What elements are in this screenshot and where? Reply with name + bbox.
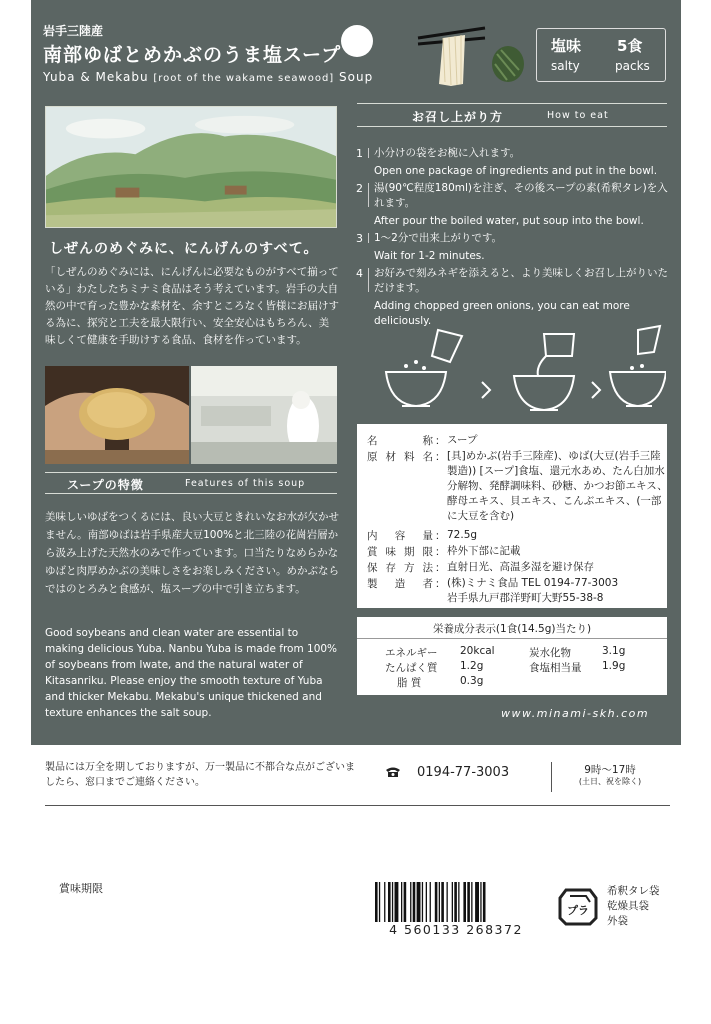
info-value: スープ — [447, 434, 478, 446]
info-value: (株)ミナミ食品 TEL 0194-77-3003 — [447, 577, 619, 589]
protein-label: たんぱく質 — [385, 662, 438, 674]
flavor-badge — [536, 28, 666, 82]
origin-label: 岩手三陸産 — [43, 24, 104, 38]
recycle-item: 外袋 — [607, 915, 628, 927]
landscape-illustration — [45, 106, 337, 228]
fat-value: 0.3g — [460, 675, 484, 687]
recycle-items — [607, 884, 660, 929]
info-colon: ： — [435, 562, 446, 574]
recycle-item: 乾燥具袋 — [607, 900, 649, 912]
phone-number[interactable]: 0194-77-3003 — [417, 765, 510, 780]
info-label: 賞味期限 — [367, 546, 433, 558]
info-value: 直射日光、高温多湿を避け保存 — [447, 561, 594, 573]
product-info-table — [357, 424, 667, 608]
fat-label: 脂 質 — [397, 677, 422, 689]
salt-value: 1.9g — [602, 660, 626, 672]
step-3 — [356, 231, 676, 264]
salt-label: 食塩相当量 — [529, 662, 582, 674]
count-en: packs — [615, 59, 650, 73]
divider — [551, 762, 552, 792]
step-1 — [356, 146, 676, 179]
white-circle-icon — [341, 25, 373, 57]
info-label: 内容量 — [367, 530, 433, 542]
flavor-jp: 塩味 — [551, 37, 582, 55]
product-title: 南部ゆばとめかぶのうま塩スープ — [43, 44, 342, 66]
yuba-and-chopsticks-icon — [403, 24, 528, 88]
step-text-jp: お好みで刻みネギを添えると、より美味しくお召し上がりいただけます。 — [374, 267, 668, 294]
step-text-en: After pour the boiled water, put soup into the bowl. — [374, 215, 644, 227]
business-hours-note: (土日、祝を除く) — [578, 777, 642, 786]
best-before-label: 賞味期限 — [59, 882, 103, 895]
intro-text: 「しぜんのめぐみには、にんげんに必要なものがすべて揃っている」わたしたちミナミ食品はそう考えています。岩手の大自然の中で育った豊かな素材を、余すところなく皆様にお届けする為に、探究と工夫を最大限行い、安全安心はもちろん、美味しくて健康を手助けする食品、食材を作っています。 — [45, 266, 339, 346]
step-text-en: Adding chopped green onions, you can eat more deliciously. — [374, 300, 630, 327]
preparation-steps-illustration — [376, 322, 666, 422]
product-title-en — [43, 70, 373, 84]
plastic-recycle-icon — [556, 884, 600, 928]
title-en-a: Yuba & Mekabu — [43, 70, 154, 84]
factory-photo — [191, 366, 337, 464]
step-divider — [368, 268, 369, 292]
info-value: 岩手県九戸郡洋野町大野55-38-8 — [447, 592, 604, 604]
nutrition-title: 栄養成分表示(1食(14.5g)当たり) — [432, 623, 592, 635]
features-title-en: Features of this soup — [185, 478, 306, 489]
how-to-eat-heading — [357, 103, 667, 127]
carb-label: 炭水化物 — [529, 647, 571, 659]
info-colon: ： — [435, 578, 446, 590]
business-hours: 9時～17時 — [584, 764, 636, 776]
info-label: 原材料名 — [367, 451, 433, 463]
info-colon: ： — [435, 546, 446, 558]
energy-label: エネルギー — [385, 647, 438, 659]
nutrition-divider — [357, 638, 667, 639]
title-en-c: Soup — [334, 70, 374, 84]
step-4 — [356, 266, 676, 329]
how-title-en: How to eat — [547, 110, 609, 121]
website-link[interactable]: www.minami-skh.com — [501, 707, 650, 720]
step-text-jp: 1～2分で出来上がりです。 — [374, 232, 503, 244]
step-number: 1 — [356, 147, 363, 160]
info-colon: ： — [435, 530, 446, 542]
info-value: 枠外下部に記載 — [447, 545, 521, 557]
info-value: [具]めかぶ(岩手三陸産)、ゆば(大豆(岩手三陸製造)) [スープ]食塩、還元水あめ、たん白加水分解物、発酵調味料、砂糖、かつお節エキス、酵母エキス、貝エキス、こんぶエキス、(一部に大豆を含む) — [447, 450, 668, 522]
dark-panel — [31, 0, 681, 745]
info-colon: ： — [435, 451, 446, 463]
features-heading — [45, 472, 337, 494]
step-number: 2 — [356, 182, 363, 195]
features-title-jp: スープの特徴 — [67, 478, 144, 492]
package-back — [31, 0, 681, 1024]
how-title-jp: お召し上がり方 — [412, 110, 504, 124]
energy-value: 20kcal — [460, 645, 495, 657]
contact-notice — [45, 752, 670, 806]
step-divider — [368, 148, 369, 158]
step-number: 3 — [356, 232, 363, 245]
recycle-mark: プラ — [567, 904, 589, 917]
nutrition-table — [357, 617, 667, 695]
features-body-jp: 美味しいゆばをつくるには、良い大豆ときれいなお水が欠かせません。南部ゆばは岩手県産大豆100%と北三陸の花崗岩層から汲み上げた天然水のみで作っています。口当たりなめらかなゆばと肉厚めかぶの美味しさをお楽しみください。めかぶならではのとろみと食感が、塩スープの中で引き立ちます。 — [45, 511, 339, 595]
carb-value: 3.1g — [602, 645, 626, 657]
info-label: 製造者 — [367, 578, 433, 590]
protein-value: 1.2g — [460, 660, 484, 672]
info-label: 名称 — [367, 435, 433, 447]
step-text-en: Wait for 1-2 minutes. — [374, 250, 485, 262]
barcode-number: 4 560133 268372 — [389, 922, 523, 937]
step-text-jp: 小分けの袋をお椀に入れます。 — [374, 147, 521, 159]
info-value: 72.5g — [447, 529, 478, 541]
soybeans-photo — [45, 366, 189, 464]
info-label: 保存方法 — [367, 562, 433, 574]
title-en-b: [root of the wakame seawood] — [153, 73, 335, 84]
slogan: しぜんのめぐみに、にんげんのすべて。 — [49, 241, 319, 257]
step-text-en: Open one package of ingredients and put in the bowl. — [374, 165, 658, 177]
count-jp: 5食 — [617, 37, 643, 55]
step-text-jp: 湯(90℃程度180ml)を注ぎ、その後スープの素(希釈タレ)を入れます。 — [374, 182, 668, 209]
notice-text: 製品には万全を期しておりますが、万一製品に不都合な点がございましたら、窓口までご連絡ください。 — [45, 762, 355, 788]
step-divider — [368, 183, 369, 207]
telephone-icon — [385, 766, 401, 778]
step-divider — [368, 233, 369, 243]
flavor-en: salty — [551, 59, 580, 73]
features-body-en: Good soybeans and clean water are essential to making delicious Yuba. Nanbu Yuba is made from 100% of soybeans from Iwate, and the natural water of Kitasanriku. Please enjoy the smooth texture of Yuba and thicker Mekabu. Mekabu's unique thickened and texture enhances the salt soup. — [45, 627, 338, 719]
info-colon: ： — [435, 435, 446, 447]
recycle-item: 希釈タレ袋 — [607, 885, 660, 897]
step-number: 4 — [356, 267, 363, 280]
step-2 — [356, 181, 676, 229]
